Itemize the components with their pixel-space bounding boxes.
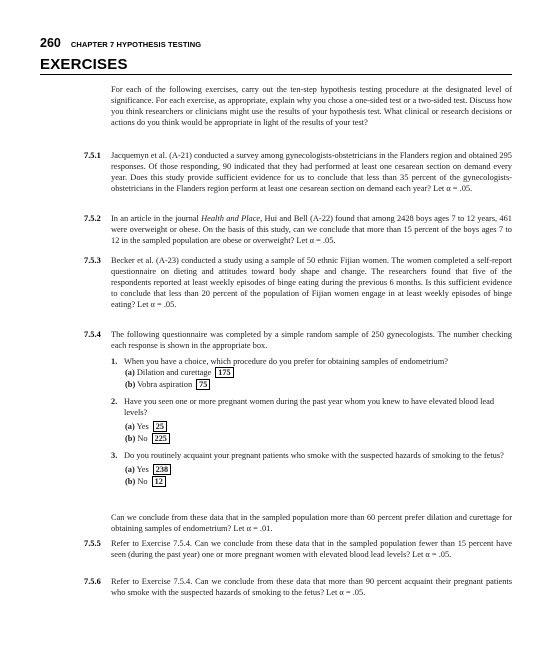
exercise-7-5-4 <box>84 329 512 351</box>
option-label: No <box>137 433 148 443</box>
exercise-text-part: In an article in the journal <box>111 214 202 223</box>
question-text: Have you seen one or more pregnant women during the past year whom you knew to have elevated blood lead levels? <box>124 397 495 417</box>
count-box: 25 <box>153 421 167 432</box>
question-3 <box>111 450 512 487</box>
option-label: Vobra aspiration <box>137 379 193 389</box>
option-key: (b) <box>125 379 136 389</box>
section-title: EXERCISES <box>40 56 128 73</box>
exercise-7-5-6 <box>84 576 512 598</box>
option-label: Yes <box>136 465 149 474</box>
exercise-7-5-4-conclusion: Can we conclude from these data that in the sampled population more than 60 percent prefer dilation and curettage for obtaining samples of endometrium? Let α = .01. <box>111 513 512 533</box>
count-box: 225 <box>152 433 170 444</box>
count-box: 175 <box>215 367 233 378</box>
option-key: (b) <box>125 476 136 486</box>
option-label: Dilation and curettage <box>136 368 212 377</box>
option-b <box>125 476 512 488</box>
journal-title: Health and Place, <box>201 214 263 223</box>
option-key: (a) <box>125 422 135 431</box>
running-header <box>40 34 201 48</box>
questionnaire <box>111 356 512 490</box>
question-text: When you have a choice, which procedure do you prefer for obtaining samples of endometrium? <box>124 357 448 366</box>
question-text: Do you routinely acquaint your pregnant patients who smoke with the suspected hazards of smoking to the fetus? <box>124 451 504 460</box>
question-number: 2. <box>111 397 118 406</box>
exercise-number: 7.5.3 <box>84 256 101 265</box>
exercise-number: 7.5.4 <box>84 330 101 339</box>
intro-paragraph: For each of the following exercises, carry out the ten-step hypothesis testing procedure at the designated level of significance. For each exercise, as appropriate, explain why you chose a one-sided test or a two-sided test. Discuss how you think researchers or clinicians might use the results of your hypothesis test. What clinical or research decisions or actions do you think would be appropriate in light of the results of your test? <box>111 85 512 127</box>
exercise-number: 7.5.6 <box>84 577 101 586</box>
chapter-label: CHAPTER 7 HYPOTHESIS TESTING <box>70 40 202 49</box>
page-number: 260 <box>40 36 61 50</box>
option-key: (a) <box>125 368 135 377</box>
count-box: 75 <box>196 379 210 390</box>
exercise-number: 7.5.1 <box>84 151 101 160</box>
question-1 <box>111 356 512 390</box>
question-number: 3. <box>111 451 118 460</box>
exercise-7-5-5 <box>84 538 512 560</box>
option-b <box>125 379 512 391</box>
option-label: No <box>137 476 148 486</box>
exercise-text: The following questionnaire was completed by a simple random sample of 250 gynecologists. The number checking each response is shown in the appropriate box. <box>111 330 512 350</box>
section-rule <box>40 74 512 75</box>
exercise-7-5-2 <box>84 213 512 246</box>
option-b <box>125 433 512 445</box>
question-2 <box>111 396 512 444</box>
exercise-text: Becker et al. (A-23) conducted a study using a sample of 50 ethnic Fijian women. The women completed a self-report questionnaire on dieting and attitudes toward body shape and change. The researchers found that five of the respondents reported at least weekly episodes of binge eating during the previous 6 months. Is this sufficient evidence to conclude that less than 20 percent of the population of Fijian women engage in at least weekly episodes of binge eating? Let α = .05. <box>111 256 512 309</box>
question-number: 1. <box>111 357 118 366</box>
option-a <box>125 464 512 476</box>
exercise-7-5-1 <box>84 150 512 194</box>
exercise-text: Refer to Exercise 7.5.4. Can we conclude from these data that more than 90 percent acquaint their pregnant patients who smoke with the suspected hazards of smoking to the fetus? Let α = .05. <box>111 577 512 597</box>
option-key: (b) <box>125 433 136 443</box>
exercise-number: 7.5.2 <box>84 214 101 223</box>
option-key: (a) <box>125 465 135 474</box>
exercise-text <box>111 213 512 246</box>
exercise-text: Refer to Exercise 7.5.4. Can we conclude from these data that in the sampled population fewer than 15 percent have seen (during the past year) one or more pregnant women with elevated blood lead levels? Let α = .05. <box>111 539 512 559</box>
option-label: Yes <box>136 422 149 431</box>
count-box: 238 <box>153 464 171 475</box>
count-box: 12 <box>152 476 166 487</box>
option-a <box>125 367 512 379</box>
exercise-text: Jacquemyn et al. (A-21) conducted a survey among gynecologists-obstetricians in the Flanders region and obtained 295 responses. Of those responding, 90 indicated that they had performed at least one cesarean section on demand every year. Does this study provide sufficient evidence for us to conclude that less than 35 percent of the gynecologists-obstetricians in the Flanders region perform at least one cesarean section on demand each year? Let α = .05. <box>111 151 512 193</box>
exercise-number: 7.5.5 <box>84 539 101 548</box>
exercise-text-part: Hui and Bell (A-22) found that among 2428 boys ages 7 to 12 years, 461 were overweight or obese. On the basis of this study, can we conclude that more than 15 percent of the boys ages 7 to 12 in the sampled population are obese or overweight? Let α = .05. <box>111 214 512 245</box>
exercise-7-5-3 <box>84 255 512 310</box>
option-a <box>125 421 512 433</box>
